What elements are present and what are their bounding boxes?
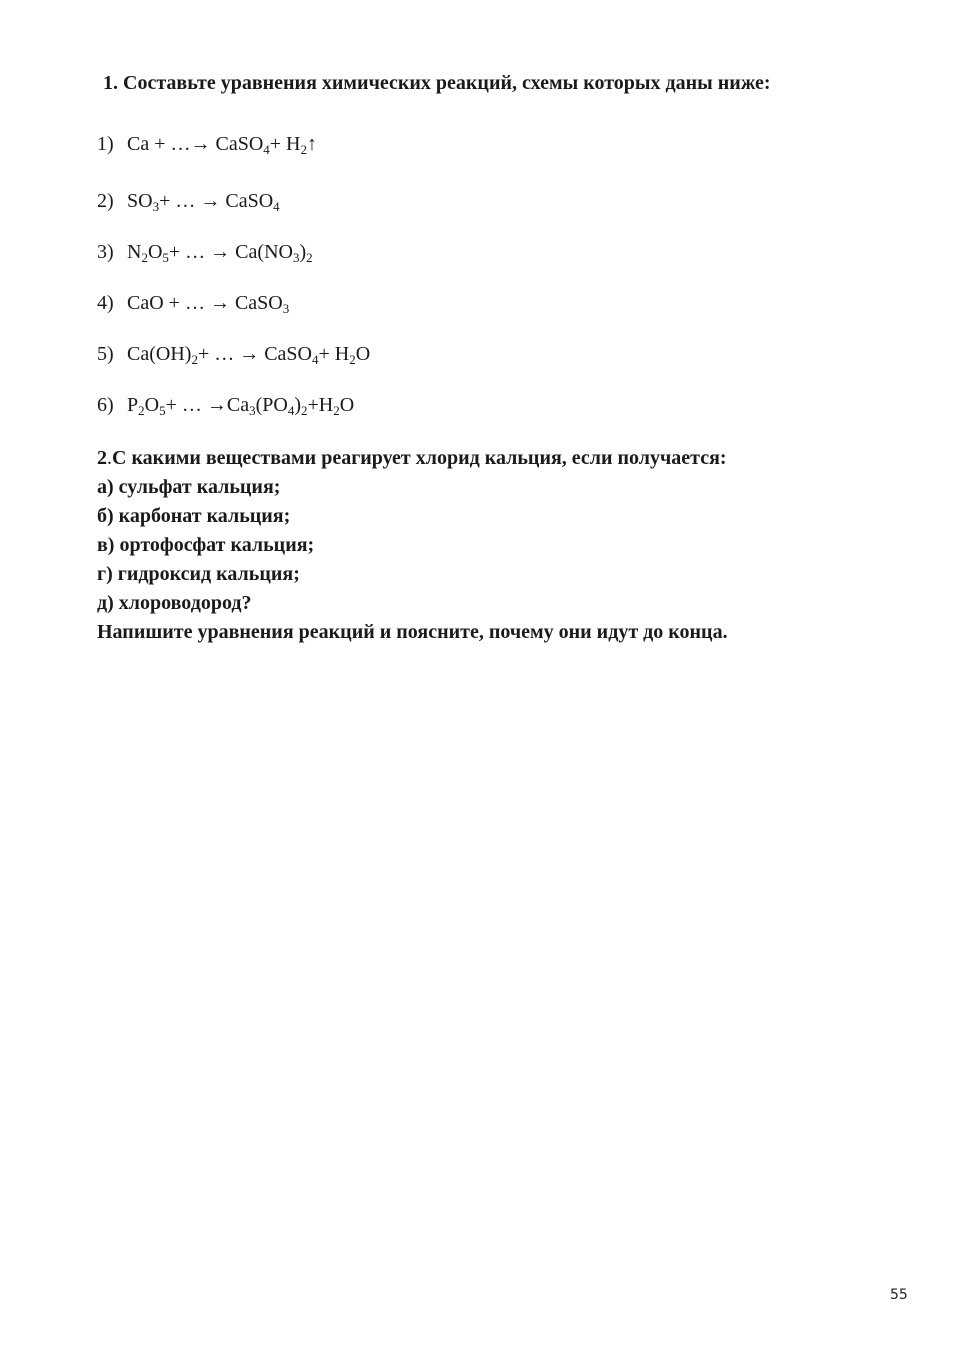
equation-formula [127, 389, 354, 421]
formula-text: ↑ [307, 133, 318, 155]
equation-item [97, 236, 370, 287]
formula-text: + H [269, 133, 301, 155]
formula-subscript: 3 [249, 403, 256, 418]
task2-question: С какими веществами реагирует хлорид кальция, если получается: [112, 447, 727, 469]
equation-item [97, 338, 370, 389]
formula-subscript: 2 [300, 142, 308, 157]
task2-number: 2 [97, 447, 107, 469]
formula-text: Ca + …→ CaSO [127, 133, 264, 155]
formula-subscript: 2 [191, 352, 198, 367]
formula-subscript: 4 [263, 142, 270, 157]
task2-option: д) хлороводород? [97, 592, 252, 614]
formula-subscript: 4 [312, 352, 319, 367]
formula-text: + … →Ca [165, 394, 250, 416]
formula-text: O [339, 394, 355, 416]
formula-subscript: 5 [162, 250, 169, 265]
formula-text: ) [299, 241, 307, 263]
formula-subscript: 3 [292, 250, 300, 265]
formula-subscript: 2 [306, 250, 313, 265]
task2-option: г) гидроксид кальция; [97, 563, 300, 585]
equation-item [97, 287, 370, 338]
equation-formula [127, 338, 370, 370]
formula-text: (PO [255, 394, 288, 416]
formula-text: P [127, 394, 139, 416]
formula-text: + … → CaSO [197, 343, 312, 365]
formula-subscript: 5 [159, 403, 166, 418]
task2-number-dot: . [107, 447, 112, 469]
task1-title: 1. Составьте уравнения химических реакций, схемы которых даны ниже: [103, 72, 771, 94]
formula-text: O [355, 343, 371, 365]
equation-item [97, 185, 370, 236]
task2-instruction: Напишите уравнения реакций и поясните, почему они идут до конца. [97, 621, 728, 643]
equation-formula [127, 287, 289, 319]
page-number: 55 [890, 1287, 908, 1303]
equation-number: 2) [97, 190, 114, 212]
formula-text: Ca(OH) [127, 343, 192, 365]
formula-text: + … → Ca(NO [168, 241, 293, 263]
formula-subscript: 3 [152, 199, 160, 214]
formula-subscript: 2 [333, 403, 340, 418]
equation-number: 1) [97, 133, 114, 155]
formula-subscript: 3 [282, 301, 290, 316]
formula-text: SO [127, 190, 153, 212]
formula-subscript: 4 [273, 199, 280, 214]
equation-item [97, 128, 370, 185]
formula-text: CaO + … → CaSO [127, 292, 283, 314]
equation-formula [127, 185, 280, 217]
equation-list [97, 128, 370, 440]
equation-formula [127, 236, 313, 268]
equation-formula [127, 128, 317, 160]
task2-question-line [97, 444, 728, 473]
formula-text: + H [318, 343, 350, 365]
formula-subscript: 4 [287, 403, 295, 418]
formula-text: + … → CaSO [159, 190, 274, 212]
formula-subscript: 2 [141, 250, 148, 265]
formula-text: ) [294, 394, 301, 416]
formula-subscript: 2 [138, 403, 145, 418]
equation-number: 5) [97, 343, 114, 365]
equation-number: 4) [97, 292, 114, 314]
task2-option: а) сульфат кальция; [97, 476, 281, 498]
formula-text: O [144, 394, 160, 416]
task2-block [97, 444, 728, 647]
equation-number: 6) [97, 394, 114, 416]
formula-text: N [127, 241, 142, 263]
task2-option: в) ортофосфат кальция; [97, 534, 315, 556]
formula-text: O [147, 241, 163, 263]
task2-option: б) карбонат кальция; [97, 505, 291, 527]
formula-subscript: 2 [300, 403, 308, 418]
equation-number: 3) [97, 241, 114, 263]
formula-subscript: 2 [349, 352, 356, 367]
equation-item [97, 389, 370, 440]
formula-text: +H [307, 394, 334, 416]
